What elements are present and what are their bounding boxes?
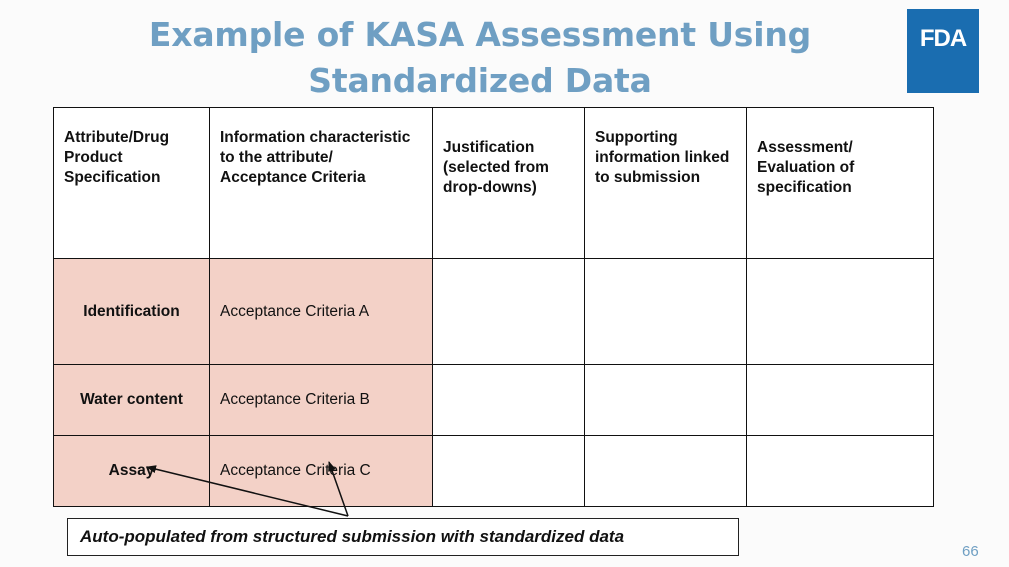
header-information: Information characteristic to the attribute/ Acceptance Criteria <box>210 108 433 259</box>
page-number: 66 <box>962 543 979 560</box>
cell-attribute: Identification <box>54 259 210 365</box>
cell-criteria: Acceptance Criteria C <box>210 436 433 507</box>
header-supporting-info: Supporting information linked to submission <box>585 108 747 259</box>
auto-populated-callout <box>67 518 739 556</box>
cell-criteria: Acceptance Criteria A <box>210 259 433 365</box>
header-justification: Justification (selected from drop-downs) <box>433 108 585 259</box>
cell-criteria: Acceptance Criteria B <box>210 365 433 436</box>
arrow-to-criteria <box>329 462 348 516</box>
cell-attribute: Water content <box>54 365 210 436</box>
cell-attribute: Assay <box>54 436 210 507</box>
slide-title-line2: Standardized Data <box>308 61 652 100</box>
header-attribute: Attribute/Drug Product Specification <box>54 108 210 259</box>
header-assessment: Assessment/ Evaluation of specification <box>747 108 934 259</box>
arrow-to-attribute <box>147 467 348 516</box>
callout-text: Auto-populated from structured submission with standardized data <box>80 527 625 546</box>
slide-title-line1: Example of KASA Assessment Using <box>148 15 812 54</box>
fda-logo-text: FDA <box>919 25 967 52</box>
